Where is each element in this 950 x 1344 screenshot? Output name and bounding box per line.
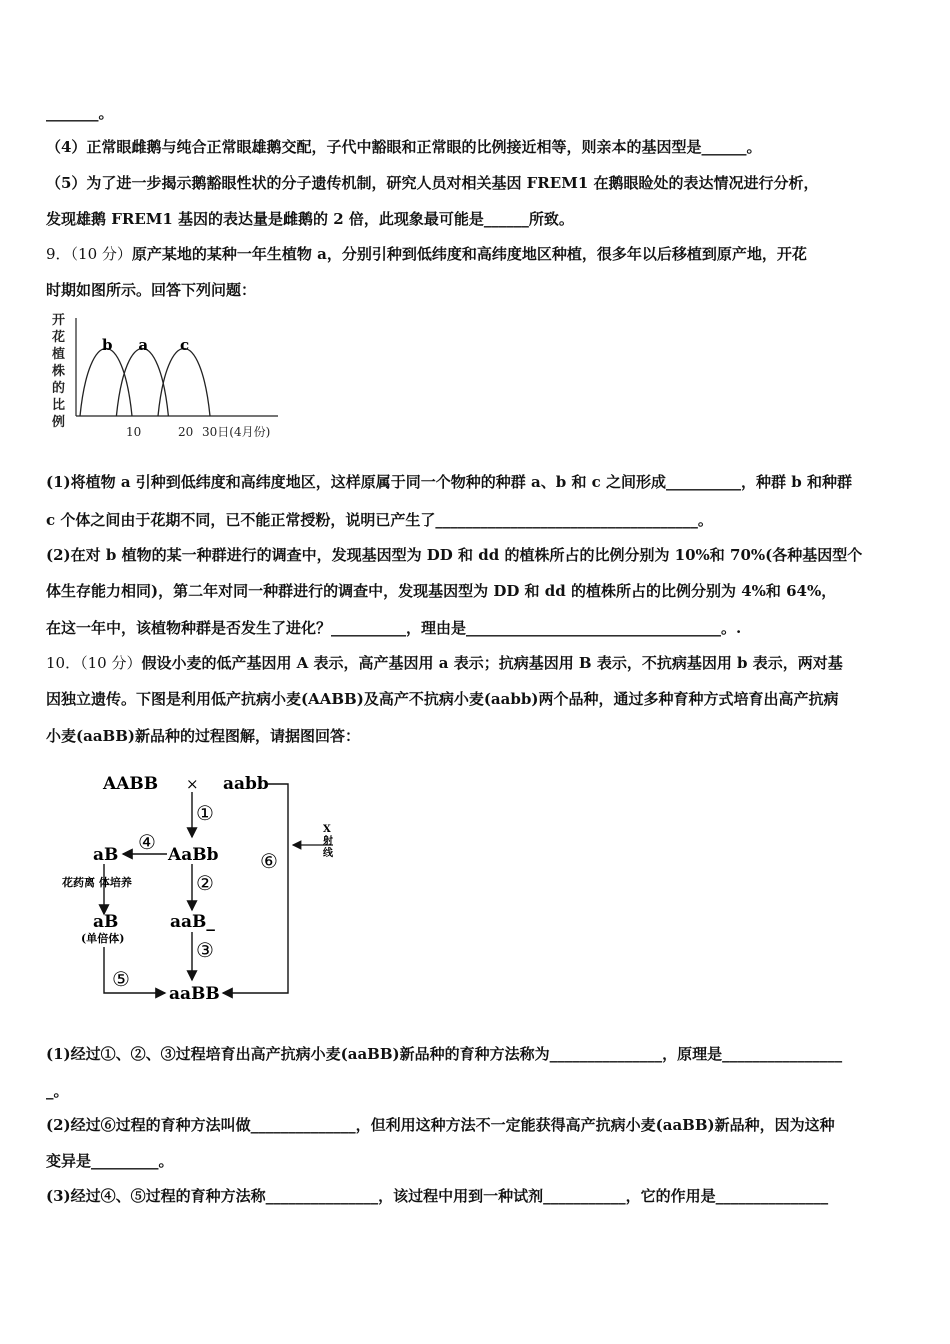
question-10-number: 10．（10 分） — [46, 654, 142, 672]
question-9-part-2-line2: 体生存能力相同)，第二年对同一种群进行的调查中，发现基因型为 DD 和 dd 的植株所占的比例分别为 4%和 64%， — [46, 582, 837, 600]
question-10-stem-line2: 因独立遗传。下图是利用低产抗病小麦(AABB)及高产不抗病小麦(aabb)两个品种，通过多种育种方式培育出高产抗病 — [46, 690, 839, 708]
question-9-part-1-line1: (1)将植物 a 引种到低纬度和高纬度地区，这样原属于同一个物种的种群 a、b 和 c 之间形成__________，种群 b 和种群 — [46, 473, 852, 491]
question-10-stem-line1 — [46, 652, 908, 674]
haploid-note: (单倍体) — [81, 932, 125, 945]
step-6-marker: ⑥ — [260, 849, 278, 873]
parent-aabb-recessive: aabb — [223, 774, 269, 794]
question-9-stem-text: 原产某地的某种一年生植物 a，分别引种到低纬度和高纬度地区种植，很多年以后移植到原产地，开花 — [131, 245, 807, 263]
x-tick-20: 20 — [178, 425, 194, 439]
result-aabb: aaBB — [169, 984, 220, 1004]
question-10-part-3: (3)经过④、⑤过程的育种方法称_______________，该过程中用到一种试剂___________，它的作用是_______________ — [46, 1187, 829, 1205]
question-8-part-5-line1: （5）为了进一步揭示鹅豁眼性状的分子遗传机制，研究人员对相关基因 FREM1 在鹅眼睑处的表达情况进行分析， — [46, 174, 819, 192]
step-1-marker: ① — [196, 801, 214, 825]
step-5-marker: ⑤ — [112, 967, 130, 991]
step-4-marker: ④ — [138, 830, 156, 854]
series-label-a: a — [138, 336, 149, 354]
step-3-marker: ③ — [196, 938, 214, 962]
question-10-stem-line3: 小麦(aaBB)新品种的过程图解，请据图回答： — [46, 727, 360, 745]
xray-label: X 射线 — [323, 824, 333, 859]
parent-aabb-dominant: AABB — [103, 774, 159, 794]
question-10-part-1-line1: (1)经过①、②、③过程培育出高产抗病小麦(aaBB)新品种的育种方法称为_______________，原理是________________ — [46, 1045, 843, 1063]
question-10-stem-text: 假设小麦的低产基因用 A 表示，高产基因用 a 表示；抗病基因用 B 表示，不抗病基因用 b 表示，两对基 — [141, 654, 843, 672]
question-9-part-2-line1: (2)在对 b 植物的某一种群进行的调查中，发现基因型为 DD 和 dd 的植株所占的比例分别为 10%和 70%(各种基因型个 — [46, 546, 863, 564]
question-9-number: 9．（10 分） — [46, 245, 132, 263]
series-label-c: c — [180, 336, 190, 354]
question-8-part-4: （4）正常眼雌鹅与纯合正常眼雄鹅交配，子代中豁眼和正常眼的比例接近相等，则亲本的基因型是______。 — [46, 138, 762, 156]
question-8-part-5-line2: 发现雄鹅 FREM1 基因的表达量是雌鹅的 2 倍，此现象最可能是______所致。 — [46, 210, 574, 228]
answer-blank-line: _______。 — [46, 104, 114, 122]
flowering-curve-a — [116, 349, 168, 417]
haploid-plant: aB — [93, 912, 119, 932]
f1-aabb: AaBb — [168, 845, 219, 865]
question-9-part-1-line2: c 个体之间由于花期不同，已不能正常授粉，说明已产生了___________________________________。 — [46, 511, 713, 529]
chart-x-axis-label: 30日(4月份) — [202, 425, 271, 439]
chart-y-axis-label — [51, 312, 65, 430]
path-6-arrow — [223, 784, 288, 993]
x-tick-10: 10 — [126, 425, 142, 439]
question-10-part-2-line2: 变异是_________。 — [46, 1152, 174, 1170]
flowering-curve-c — [158, 349, 210, 417]
flowering-chart — [46, 310, 286, 445]
f2-aab: aaB_ — [170, 912, 215, 932]
flowering-curve-b — [80, 349, 132, 417]
question-10-part-2-line1: (2)经过⑥过程的育种方法叫做______________，但利用这种方法不一定能获得高产抗病小麦(aaBB)新品种，因为这种 — [46, 1116, 835, 1134]
series-label-b: b — [102, 336, 113, 354]
question-9-stem-line1 — [46, 243, 908, 265]
question-9-part-2-line3: 在这一年中，该植物种群是否发生了进化？__________，理由是__________________________________。. — [46, 619, 742, 637]
question-10-part-1-line2: _。 — [46, 1082, 69, 1100]
haploid-gamete: aB — [93, 845, 119, 865]
anther-culture-label: 花药离 体培养 — [62, 876, 132, 889]
breeding-diagram — [55, 760, 355, 1005]
cross-symbol: × — [186, 775, 199, 793]
question-9-stem-line2: 时期如图所示。回答下列问题： — [46, 281, 257, 299]
step-2-marker: ② — [196, 871, 214, 895]
chart-y-label-text: 开花植株的比例 — [52, 313, 66, 430]
